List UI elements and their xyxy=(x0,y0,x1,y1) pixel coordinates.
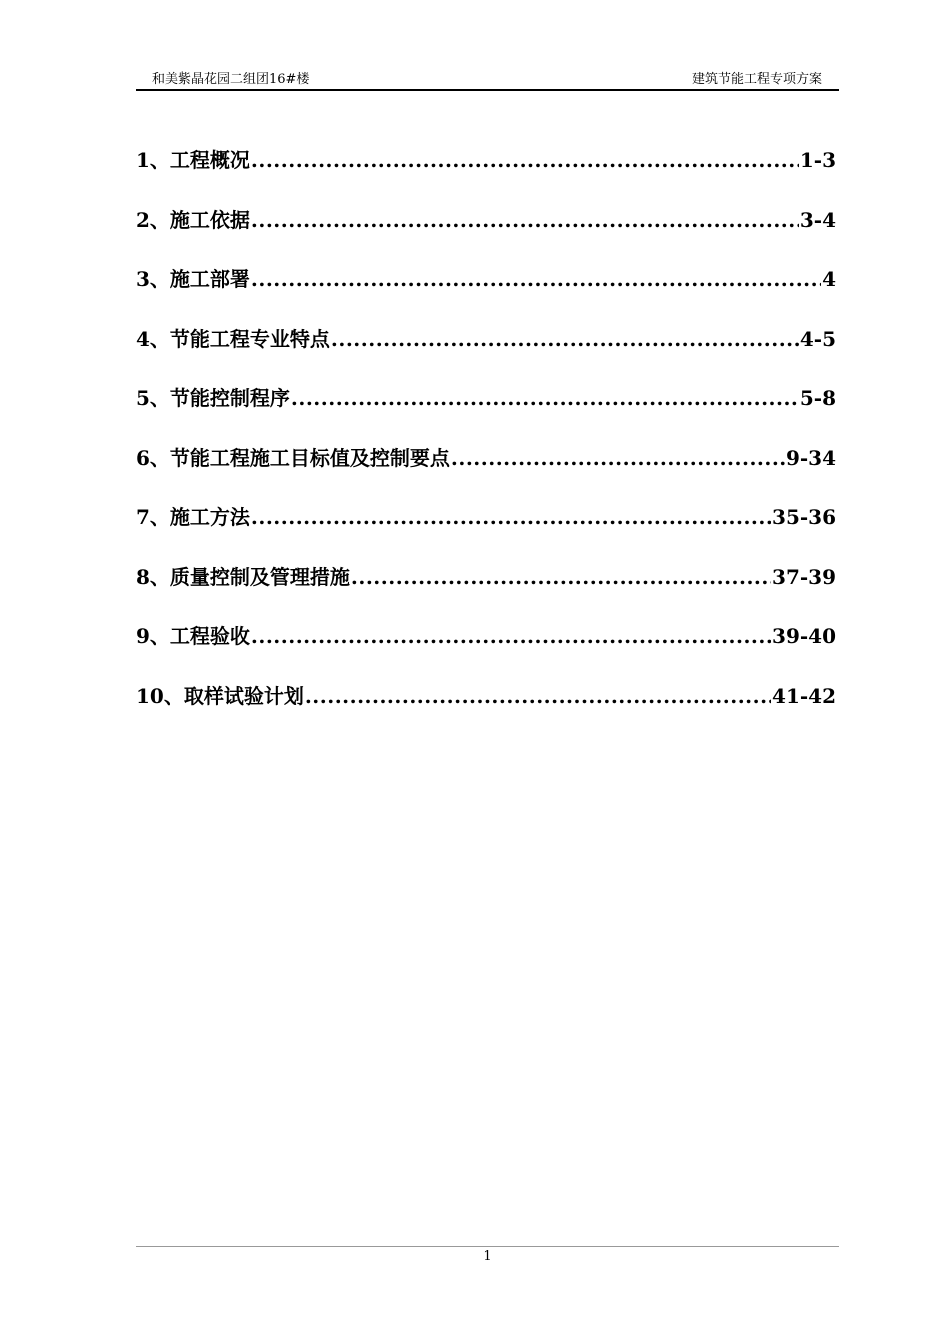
toc-entry-number: 2 xyxy=(136,207,150,232)
dot-leader xyxy=(251,618,771,654)
header-document-title: 建筑节能工程专项方案 xyxy=(691,72,822,87)
dot-leader xyxy=(251,202,799,238)
toc-entry-title: 施工方法 xyxy=(169,505,250,529)
page-header xyxy=(136,64,839,91)
toc-entry-pages: 9-34 xyxy=(785,445,836,470)
toc-entry-title: 取样试验计划 xyxy=(183,683,304,708)
toc-entry-title: 施工部署 xyxy=(169,267,250,291)
toc-entry xyxy=(136,440,836,500)
dot-leader xyxy=(291,380,799,416)
page-number: 1 xyxy=(483,1249,492,1264)
toc-entry-title: 工程概况 xyxy=(169,148,250,172)
toc-entry xyxy=(136,380,836,440)
toc-entry xyxy=(136,678,836,738)
toc-entry-separator: 、 xyxy=(149,624,170,648)
toc-entry xyxy=(136,261,836,321)
toc-entry xyxy=(136,321,836,381)
toc-entry-separator: 、 xyxy=(149,207,170,232)
toc-entry xyxy=(136,499,836,559)
toc-entry-pages: 37-39 xyxy=(772,564,836,589)
footer-divider xyxy=(136,1246,839,1247)
toc-entry-separator: 、 xyxy=(149,267,170,291)
toc-entry-pages: 4-5 xyxy=(799,326,836,351)
toc-entry-title: 工程验收 xyxy=(169,624,250,648)
toc-entry-separator: 、 xyxy=(149,445,170,470)
toc-entry-number: 5 xyxy=(136,386,150,410)
toc-entry-number: 4 xyxy=(136,326,150,351)
toc-entry-separator: 、 xyxy=(149,386,170,410)
toc-entry-title: 施工依据 xyxy=(169,207,250,232)
toc-entry xyxy=(136,559,836,619)
toc-entry xyxy=(136,142,836,202)
toc-entry-separator: 、 xyxy=(163,683,184,708)
table-of-contents xyxy=(136,142,836,737)
toc-entry-pages: 39-40 xyxy=(772,624,836,648)
header-project-name: 和美紫晶花园二组团16#楼 xyxy=(152,72,310,87)
toc-entry-number: 1 xyxy=(136,148,150,172)
toc-entry-pages: 35-36 xyxy=(772,505,836,529)
toc-entry-number: 3 xyxy=(136,267,150,291)
toc-entry-title: 节能工程专业特点 xyxy=(169,326,330,351)
toc-entry-title: 质量控制及管理措施 xyxy=(169,564,350,589)
dot-leader xyxy=(305,678,771,714)
toc-entry-number: 7 xyxy=(136,505,150,529)
toc-entry-number: 10 xyxy=(136,683,164,708)
dot-leader xyxy=(251,499,771,535)
toc-entry-pages: 4 xyxy=(822,267,836,291)
dot-leader xyxy=(251,142,799,178)
dot-leader xyxy=(451,440,785,476)
toc-entry-title: 节能控制程序 xyxy=(169,386,290,410)
toc-entry-pages: 1-3 xyxy=(799,148,836,172)
toc-entry xyxy=(136,618,836,678)
dot-leader xyxy=(251,261,821,297)
toc-entry-separator: 、 xyxy=(149,505,170,529)
toc-entry-pages: 41-42 xyxy=(772,683,836,708)
toc-entry-number: 9 xyxy=(136,624,150,648)
dot-leader xyxy=(331,321,799,357)
toc-entry xyxy=(136,202,836,262)
dot-leader xyxy=(351,559,771,595)
toc-entry-number: 8 xyxy=(136,564,150,589)
toc-entry-separator: 、 xyxy=(149,564,170,589)
toc-entry-separator: 、 xyxy=(149,326,170,351)
toc-entry-pages: 3-4 xyxy=(799,207,836,232)
toc-entry-number: 6 xyxy=(136,445,150,470)
toc-entry-pages: 5-8 xyxy=(799,386,836,410)
toc-entry-separator: 、 xyxy=(149,148,170,172)
toc-entry-title: 节能工程施工目标值及控制要点 xyxy=(169,445,450,470)
